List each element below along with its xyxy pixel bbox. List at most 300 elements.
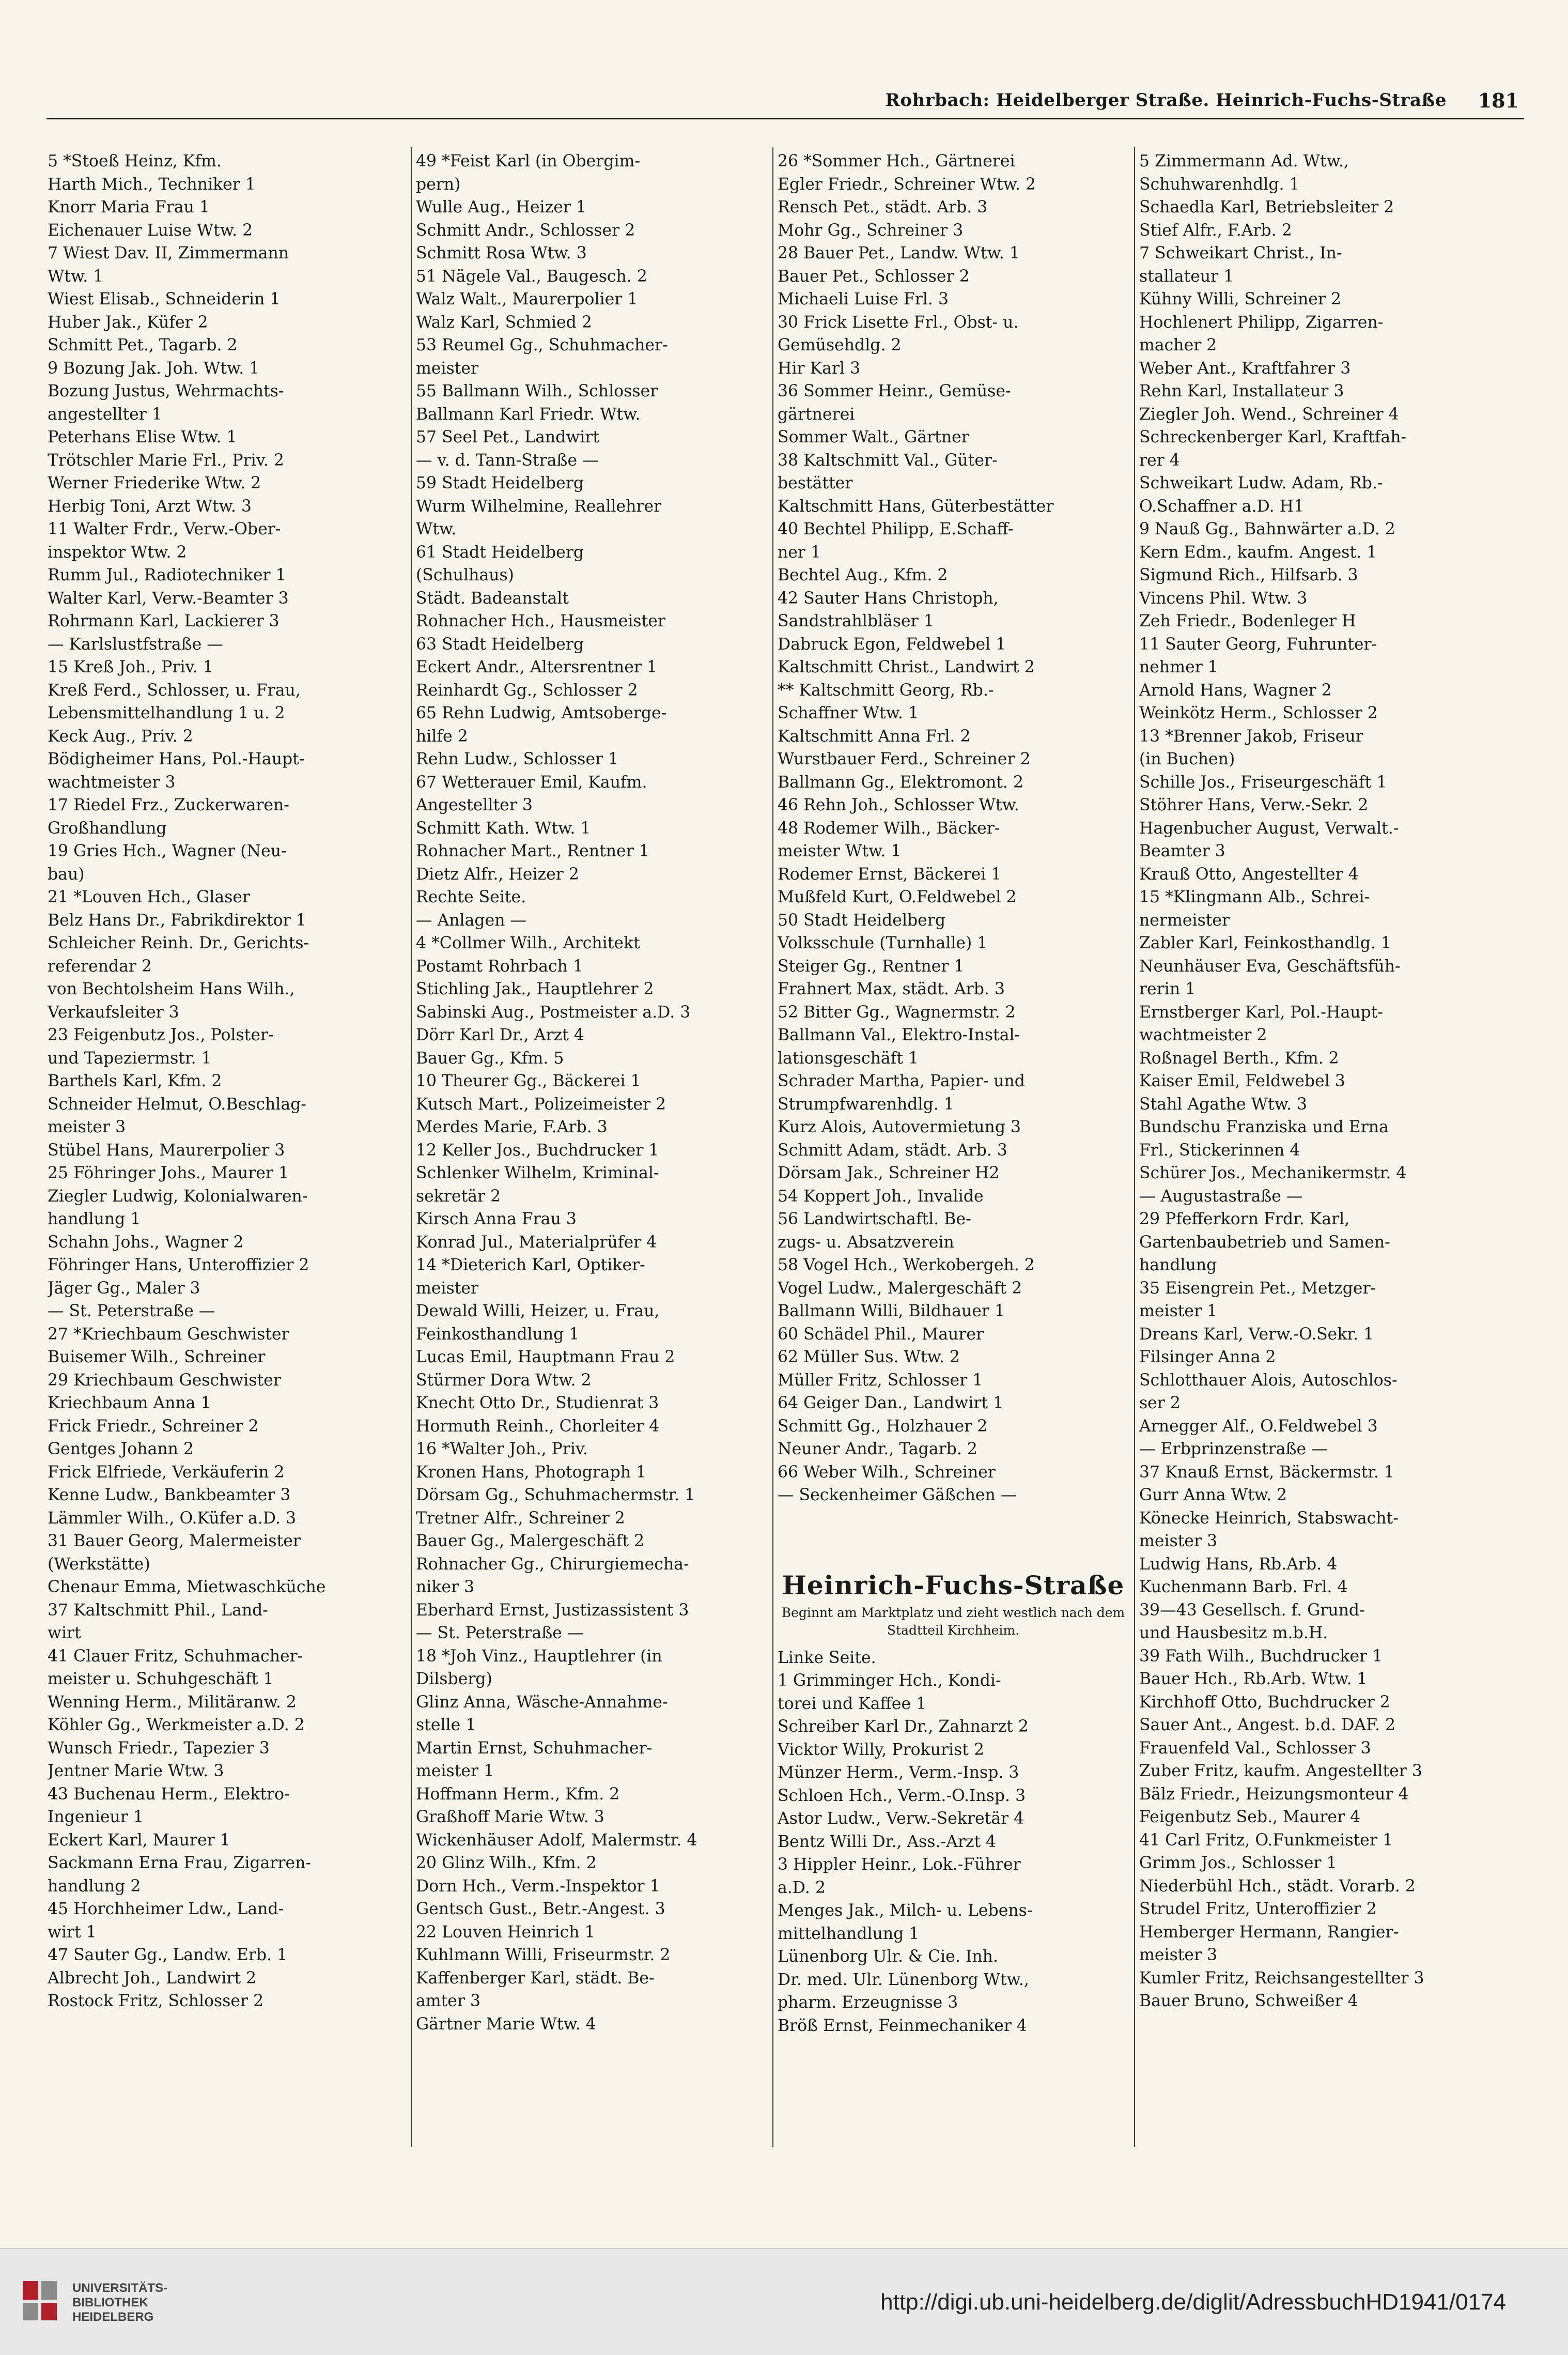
directory-line: Neunhäuser Eva, Geschäftsfüh- [1139,957,1401,976]
directory-line: Keck Aug., Priv. 2 [48,727,193,746]
directory-line: Bauer Gg., Malergeschäft 2 [416,1532,645,1550]
directory-line: 37 Knauß Ernst, Bäckermstr. 1 [1139,1463,1394,1482]
directory-line: Vincens Phil. Wtw. 3 [1139,589,1308,608]
directory-line: Bechtel Aug., Kfm. 2 [778,566,948,584]
directory-line: 20 Glinz Wilh., Kfm. 2 [416,1854,597,1872]
directory-line: stelle 1 [416,1716,476,1734]
directory-line: Bröß Ernst, Feinmechaniker 4 [778,2016,1027,2035]
directory-line: Sackmann Erna Frau, Zigarren- [48,1854,312,1872]
directory-line: Dewald Willi, Heizer, u. Frau, [416,1302,660,1320]
directory-line: Hormuth Reinh., Chorleiter 4 [416,1417,660,1436]
directory-column-4 [1139,150,1496,2176]
directory-line: Kuchenmann Barb. Frl. 4 [1139,1578,1348,1596]
page-number: 181 [1478,89,1519,112]
directory-line: Schleicher Reinh. Dr., Gerichts- [48,934,309,952]
directory-line: Kreß Ferd., Schlosser, u. Frau, [48,681,301,700]
directory-line: Ballmann Karl Friedr. Wtw. [416,405,641,424]
directory-line: Michaeli Luise Frl. 3 [778,290,949,309]
directory-line: Schaffner Wtw. 1 [778,704,919,722]
directory-line: Schneider Helmut, O.Beschlag- [48,1095,306,1114]
directory-line: Werner Friederike Wtw. 2 [48,474,261,492]
directory-line: Wiest Elisab., Schneiderin 1 [48,290,281,309]
directory-line: Zuber Fritz, kaufm. Angestellter 3 [1139,1762,1422,1780]
directory-line: Neuner Andr., Tagarb. 2 [778,1440,977,1458]
directory-line: lationsgeschäft 1 [778,1049,919,1068]
directory-line: Münzer Herm., Verm.-Insp. 3 [778,1763,1019,1782]
directory-line: Filsinger Anna 2 [1139,1348,1276,1366]
page-header [46,87,1524,119]
directory-line: meister 3 [48,1118,126,1136]
directory-line: Mohr Gg., Schreiner 3 [778,221,964,240]
directory-line: Schahn Johs., Wagner 2 [48,1233,244,1252]
directory-line: Schrader Martha, Papier- und [778,1072,1025,1090]
directory-line: wachtmeister 2 [1139,1026,1267,1044]
library-name-line: HEIDELBERG [72,2310,154,2324]
directory-line: Frick Friedr., Schreiner 2 [48,1417,259,1436]
directory-line: Kenne Ludw., Bankbeamter 3 [48,1486,291,1504]
directory-line: wirt 1 [48,1922,97,1942]
directory-line: — St. Peterstraße — [48,1302,215,1320]
directory-line: 7 Schweikart Christ., In- [1139,244,1342,263]
directory-line: Jentner Marie Wtw. 3 [48,1762,224,1780]
library-name-line: UNIVERSITÄTS- [72,2281,168,2295]
directory-line: Dörsam Jak., Schreiner H2 [778,1164,1000,1182]
directory-line: Gentges Johann 2 [48,1440,194,1458]
directory-line: Frahnert Max, städt. Arb. 3 [778,980,1005,998]
directory-line: Schreiber Karl Dr., Zahnarzt 2 [778,1717,1029,1736]
directory-line: Rohrmann Karl, Lackierer 3 [48,612,280,630]
directory-column-2 [416,150,767,2176]
directory-line: Frl., Stickerinnen 4 [1139,1141,1300,1160]
directory-line: — St. Peterstraße — [416,1624,584,1642]
directory-line: (Werkstätte) [48,1554,150,1574]
directory-line: meister 1 [416,1762,494,1780]
directory-line: 31 Bauer Georg, Malermeister [48,1532,301,1550]
directory-line: 60 Schädel Phil., Maurer [778,1325,984,1344]
directory-line: Dorn Hch., Verm.-Inspektor 1 [416,1876,660,1896]
directory-line: Rostock Fritz, Schlosser 2 [48,1992,264,2010]
directory-line: Eckert Karl, Maurer 1 [48,1830,230,1850]
directory-line: 35 Eisengrein Pet., Metzger- [1139,1279,1376,1298]
directory-line: — v. d. Tann-Straße — [416,451,599,470]
directory-line: Linke Seite. [778,1648,876,1667]
directory-line: inspektor Wtw. 2 [48,543,187,562]
directory-line: gärtnerei [778,405,855,424]
directory-line: Rodemer Ernst, Bäckerei 1 [778,865,1002,884]
directory-line: Knecht Otto Dr., Studienrat 3 [416,1394,659,1412]
directory-line: Bödigheimer Hans, Pol.-Haupt- [48,750,305,768]
directory-line: Schmitt Adam, städt. Arb. 3 [778,1141,1007,1160]
directory-line: Gurr Anna Wtw. 2 [1139,1486,1287,1504]
directory-line: Dr. med. Ulr. Lünenborg Wtw., [778,1970,1029,1989]
directory-column-1 [48,150,404,2176]
directory-line: 17 Riedel Frz., Zuckerwaren- [48,796,289,814]
directory-line: Dreans Karl, Verw.-O.Sekr. 1 [1139,1325,1374,1344]
directory-line: Lebensmittelhandlung 1 u. 2 [48,704,285,722]
directory-line: Gärtner Marie Wtw. 4 [416,2014,596,2034]
directory-line: Lünenborg Ulr. & Cie. Inh. [778,1947,998,1966]
directory-line: Grimm Jos., Schlosser 1 [1139,1854,1337,1872]
directory-line: 42 Sauter Hans Christoph, [778,589,999,608]
column-rule [1134,147,1135,2147]
directory-line: Vogel Ludw., Malergeschäft 2 [778,1279,1022,1298]
directory-line: 1 Grimminger Hch., Kondi- [778,1671,1001,1690]
directory-line: Rehn Karl, Installateur 3 [1139,382,1344,401]
directory-line: Verkaufsleiter 3 [48,1003,179,1022]
directory-line: Ludwig Hans, Rb.Arb. 4 [1139,1554,1338,1574]
directory-line: Bentz Willi Dr., Ass.-Arzt 4 [778,1832,997,1851]
directory-line: handlung 2 [48,1876,141,1896]
directory-line: Strudel Fritz, Unteroffizier 2 [1139,1900,1377,1918]
directory-line: Weinkötz Herm., Schlosser 2 [1139,704,1378,722]
directory-line: 4 *Collmer Wilh., Architekt [416,934,640,952]
directory-line: Kirsch Anna Frau 3 [416,1210,577,1228]
directory-line: Kaltschmitt Anna Frl. 2 [778,727,971,746]
directory-line: Köhler Gg., Werkmeister a.D. 2 [48,1716,305,1734]
directory-line: 18 *Joh Vinz., Hauptlehrer (in [416,1646,662,1666]
directory-line: wachtmeister 3 [48,773,176,792]
directory-line: Schweikart Ludw. Adam, Rb.- [1139,474,1383,492]
directory-line: Zeh Friedr., Bodenleger H [1139,612,1356,630]
directory-line: Barthels Karl, Kfm. 2 [48,1072,222,1090]
street-description: Beginnt am Marktplatz und zieht westlich nach dem Stadtteil Kirchheim. [781,1605,1125,1638]
directory-line: Postamt Rohrbach 1 [416,957,583,976]
directory-line: Rohnacher Gg., Chirurgiemecha- [416,1554,689,1574]
directory-line: 45 Horchheimer Ldw., Land- [48,1900,284,1918]
directory-line: 41 Clauer Fritz, Schuhmacher- [48,1646,303,1666]
directory-line: Rohnacher Mart., Rentner 1 [416,842,649,860]
directory-line: Hoffmann Herm., Kfm. 2 [416,1784,620,1804]
directory-line: Volksschule (Turnhalle) 1 [778,934,988,952]
directory-line: Kirchhoff Otto, Buchdrucker 2 [1139,1692,1390,1712]
directory-line: Feinkosthandlung 1 [416,1325,580,1344]
directory-line: 50 Stadt Heidelberg [778,911,946,930]
directory-line: 10 Theurer Gg., Bäckerei 1 [416,1072,641,1090]
directory-line: Städt. Badeanstalt [416,589,569,608]
directory-line: handlung 1 [48,1210,141,1228]
directory-line: 47 Sauter Gg., Landw. Erb. 1 [48,1946,288,1964]
directory-line: 54 Koppert Joh., Invalide [778,1187,984,1206]
directory-line: Weber Ant., Kraftfahrer 3 [1139,359,1351,378]
directory-line: Jäger Gg., Maler 3 [48,1279,200,1298]
directory-line: Walter Karl, Verw.-Beamter 3 [48,589,289,608]
directory-line: Huber Jak., Küfer 2 [48,313,208,332]
directory-line: Ballmann Val., Elektro-Instal- [778,1026,1020,1044]
directory-line: Beamter 3 [1139,842,1225,860]
digitization-footer [0,2248,1568,2355]
directory-line: Vicktor Willy, Prokurist 2 [778,1740,984,1759]
directory-line: Chenaur Emma, Mietwaschküche [48,1578,326,1596]
directory-line: Ballmann Willi, Bildhauer 1 [778,1302,1005,1320]
library-name [72,2281,167,2325]
directory-line: Eckert Andr., Altersrentner 1 [416,658,657,676]
directory-line: 23 Feigenbutz Jos., Polster- [48,1026,274,1044]
directory-line: Walz Walt., Maurerpolier 1 [416,290,638,309]
directory-line: niker 3 [416,1578,475,1596]
directory-line: meister 3 [1139,1532,1218,1550]
directory-line: rerin 1 [1139,980,1196,998]
directory-line: meister Wtw. 1 [778,842,902,860]
directory-line: Kuhlmann Willi, Friseurmstr. 2 [416,1946,671,1964]
directory-line: Roßnagel Berth., Kfm. 2 [1139,1049,1339,1068]
directory-line: Könecke Heinrich, Stabswacht- [1139,1509,1399,1528]
directory-line: Sabinski Aug., Postmeister a.D. 3 [416,1003,691,1022]
directory-line: Hochlenert Philipp, Zigarren- [1139,313,1384,332]
directory-line: 27 *Kriechbaum Geschwister [48,1325,289,1344]
directory-line: Wtw. [416,520,457,538]
directory-line: 55 Ballmann Wilh., Schlosser [416,382,658,401]
directory-line: hilfe 2 [416,727,468,746]
directory-line: Sandstrahlbläser 1 [778,612,934,630]
directory-line: nehmer 1 [1139,658,1218,676]
directory-line: Hagenbucher August, Verwalt.- [1139,819,1399,838]
directory-line: Rehn Ludw., Schlosser 1 [416,750,619,768]
directory-line: Bauer Bruno, Schweißer 4 [1139,1992,1358,2010]
directory-line: Großhandlung [48,819,167,838]
directory-line: zugs- u. Absatzverein [778,1233,954,1252]
directory-line: angestellter 1 [48,405,162,424]
directory-line: Arnegger Alf., O.Feldwebel 3 [1139,1417,1378,1436]
directory-line: Sigmund Rich., Hilfsarb. 3 [1139,566,1358,584]
directory-line: Gentsch Gust., Betr.-Angest. 3 [416,1900,665,1918]
directory-line: 36 Sommer Heinr., Gemüse- [778,382,1011,401]
directory-line: Schmitt Pet., Tagarb. 2 [48,336,238,355]
directory-line: Kaiser Emil, Feldwebel 3 [1139,1072,1345,1090]
directory-line: Lucas Emil, Hauptmann Frau 2 [416,1348,675,1366]
directory-line: Stichling Jak., Hauptlehrer 2 [416,980,654,998]
directory-line: (in Buchen) [1139,750,1235,768]
directory-line: Trötschler Marie Frl., Priv. 2 [48,451,284,470]
directory-line: Schmitt Andr., Schlosser 2 [416,221,635,240]
library-name-line: BIBLIOTHEK [72,2296,148,2310]
directory-line: macher 2 [1139,336,1217,355]
directory-line: Rechte Seite. [416,888,526,906]
source-url-link[interactable]: http://digi.ub.uni-heidelberg.de/diglit/AdressbuchHD1941/0174 [880,2289,1506,2315]
directory-line: nermeister [1139,911,1230,930]
directory-line: Schille Jos., Friseurgeschäft 1 [1139,773,1387,792]
directory-line: Wurm Wilhelmine, Reallehrer [416,497,662,516]
directory-line: Feigenbutz Seb., Maurer 4 [1139,1808,1361,1826]
directory-line: O.Schaffner a.D. H1 [1139,497,1305,516]
directory-line: sekretär 2 [416,1187,501,1206]
directory-line: Kaltschmitt Christ., Landwirt 2 [778,658,1035,676]
directory-line: a.D. 2 [778,1878,826,1897]
directory-line: Astor Ludw., Verw.-Sekretär 4 [778,1809,1024,1828]
university-library-logo-icon [21,2279,59,2322]
directory-line: Schürer Jos., Mechanikermstr. 4 [1139,1164,1407,1182]
directory-line: Kurz Alois, Autovermietung 3 [778,1118,1021,1136]
directory-line: Martin Ernst, Schuhmacher- [416,1738,653,1758]
directory-line: 49 *Feist Karl (in Obergim- [416,152,641,171]
directory-line: Wulle Aug., Heizer 1 [416,198,586,217]
directory-line: Merdes Marie, F.Arb. 3 [416,1118,608,1136]
directory-line: Ziegler Ludwig, Kolonialwaren- [48,1187,308,1206]
directory-line: 56 Landwirtschaftl. Be- [778,1210,971,1228]
directory-line: — Seckenheimer Gäßchen — [778,1486,1017,1504]
directory-line: amter 3 [416,1992,481,2010]
directory-line: Schmitt Rosa Wtw. 3 [416,244,587,263]
directory-line: Stahl Agathe Wtw. 3 [1139,1095,1308,1114]
directory-line: meister u. Schuhgeschäft 1 [48,1670,274,1688]
directory-line: Albrecht Joh., Landwirt 2 [48,1968,257,1988]
directory-line: Dörsam Gg., Schuhmachermstr. 1 [416,1486,695,1504]
directory-line: Krauß Otto, Angestellter 4 [1139,865,1359,884]
running-title: Rohrbach: Heidelberger Straße. Heinrich-Fuchs-Straße [885,90,1447,111]
directory-line: Hir Karl 3 [778,359,861,378]
directory-line: Graßhoff Marie Wtw. 3 [416,1808,604,1826]
directory-line: Dabruck Egon, Feldwebel 1 [778,635,1006,654]
directory-line: meister 1 [1139,1302,1218,1320]
directory-line: ser 2 [1139,1394,1181,1412]
directory-line: 30 Frick Lisette Frl., Obst- u. [778,313,1019,332]
directory-line: Kumler Fritz, Reichsangestellter 3 [1139,1968,1424,1988]
directory-line: 39—43 Gesellsch. f. Grund- [1139,1600,1365,1620]
directory-line: Schloen Hch., Verm.-O.Insp. 3 [778,1786,1026,1805]
directory-line: 29 Pfefferkorn Frdr. Karl, [1139,1210,1350,1228]
directory-line: 13 *Brenner Jakob, Friseur [1139,727,1363,746]
directory-line: Gartenbaubetrieb und Samen- [1139,1233,1390,1252]
directory-line: 7 Wiest Dav. II, Zimmermann [48,244,289,263]
directory-line: 59 Stadt Heidelberg [416,474,584,492]
directory-line: handlung [1139,1256,1217,1274]
directory-line: Stöhrer Hans, Verw.-Sekr. 2 [1139,796,1369,814]
directory-line: 16 *Walter Joh., Priv. [416,1440,588,1458]
directory-line: Schlotthauer Alois, Autoschlos- [1139,1371,1398,1390]
directory-line: Dilsberg) [416,1670,492,1688]
directory-line: 65 Rehn Ludwig, Amtsoberge- [416,704,667,722]
directory-line: 29 Kriechbaum Geschwister [48,1371,281,1390]
directory-line: 48 Rodemer Wilh., Bäcker- [778,819,1000,838]
directory-line: Knorr Maria Frau 1 [48,198,210,217]
directory-line: 62 Müller Sus. Wtw. 2 [778,1348,960,1366]
directory-line: Ballmann Gg., Elektromont. 2 [778,773,1024,792]
directory-line: Föhringer Hans, Unteroffizier 2 [48,1256,309,1274]
directory-line: 15 Kreß Joh., Priv. 1 [48,658,213,676]
directory-line: Kaffenberger Karl, städt. Be- [416,1968,655,1988]
directory-line: wirt [48,1624,81,1642]
directory-line: Kronen Hans, Photograph 1 [416,1463,647,1482]
directory-line: Rumm Jul., Radiotechniker 1 [48,566,286,584]
directory-line: Frick Elfriede, Verkäuferin 2 [48,1463,285,1482]
directory-line: torei und Kaffee 1 [778,1694,927,1713]
directory-line: 52 Bitter Gg., Wagnermstr. 2 [778,1003,1016,1022]
directory-line: Peterhans Elise Wtw. 1 [48,428,237,447]
directory-line: rer 4 [1139,451,1180,470]
directory-line: Arnold Hans, Wagner 2 [1139,681,1332,700]
directory-line: 57 Seel Pet., Landwirt [416,428,600,447]
directory-line: und Hausbesitz m.b.H. [1139,1624,1328,1642]
directory-line: Kaltschmitt Hans, Güterbestätter [778,497,1054,516]
directory-line: 28 Bauer Pet., Landw. Wtw. 1 [778,244,1020,263]
directory-line: Menges Jak., Milch- u. Lebens- [778,1901,1033,1920]
directory-line: Egler Friedr., Schreiner Wtw. 2 [778,175,1036,194]
directory-line: Müller Fritz, Schlosser 1 [778,1371,983,1390]
directory-line: Rohnacher Hch., Hausmeister [416,612,665,630]
directory-line: 12 Keller Jos., Buchdrucker 1 [416,1141,659,1160]
directory-line: Stübel Hans, Maurerpolier 3 [48,1141,285,1160]
directory-column-3 [778,150,1129,2176]
directory-line: Ziegler Joh. Wend., Schreiner 4 [1139,405,1399,424]
directory-line: 5 Zimmermann Ad. Wtw., [1139,152,1349,171]
directory-line: Ernstberger Karl, Pol.-Haupt- [1139,1003,1383,1022]
directory-line: 53 Reumel Gg., Schuhmacher- [416,336,668,355]
directory-line: Bauer Gg., Kfm. 5 [416,1049,564,1068]
directory-line: bau) [48,865,85,884]
directory-line: pharm. Erzeugnisse 3 [778,1993,958,2012]
directory-line: Eichenauer Luise Wtw. 2 [48,221,253,240]
directory-line: Gemüsehdlg. 2 [778,336,902,355]
directory-line: meister [416,1279,479,1298]
directory-line: Strumpfwarenhdlg. 1 [778,1095,954,1114]
directory-line: 40 Bechtel Philipp, E.Schaff- [778,520,1014,538]
directory-line: Wtw. 1 [48,267,104,286]
directory-line: Steiger Gg., Rentner 1 [778,957,965,976]
directory-line: pern) [416,175,461,194]
directory-line: Rensch Pet., städt. Arb. 3 [778,198,988,217]
directory-line: ner 1 [778,543,821,562]
directory-line: meister 3 [1139,1946,1218,1964]
directory-line: 15 *Klingmann Alb., Schrei- [1139,888,1370,906]
directory-line: Belz Hans Dr., Fabrikdirektor 1 [48,911,306,930]
directory-line: 61 Stadt Heidelberg [416,543,584,562]
directory-line: Lämmler Wilh., O.Küfer a.D. 3 [48,1509,297,1528]
directory-line: Bauer Pet., Schlosser 2 [778,267,970,286]
directory-line: 41 Carl Fritz, O.Funkmeister 1 [1139,1830,1393,1850]
directory-line: Schmitt Kath. Wtw. 1 [416,819,591,838]
directory-line: Wenning Herm., Militäranw. 2 [48,1692,297,1712]
directory-line: Hemberger Hermann, Rangier- [1139,1922,1399,1942]
directory-line: Sommer Walt., Gärtner [778,428,969,447]
directory-line: Tretner Alfr., Schreiner 2 [416,1509,625,1528]
directory-line: 19 Gries Hch., Wagner (Neu- [48,842,287,860]
directory-line: von Bechtolsheim Hans Wilh., [48,980,295,998]
column-rule [772,147,773,2147]
directory-line: 11 Sauter Georg, Fuhrunter- [1139,635,1377,654]
directory-line: und Tapeziermstr. 1 [48,1049,212,1068]
directory-line: Schreckenberger Karl, Kraftfah- [1139,428,1407,447]
directory-line: ** Kaltschmitt Georg, Rb.- [778,681,994,700]
directory-line: Kern Edm., kaufm. Angest. 1 [1139,543,1377,562]
directory-line: (Schulhaus) [416,566,514,584]
directory-line: Wickenhäuser Adolf, Malermstr. 4 [416,1830,697,1850]
directory-line: Stürmer Dora Wtw. 2 [416,1371,592,1390]
directory-line: Wurstbauer Ferd., Schreiner 2 [778,750,1031,768]
directory-line: Stief Alfr., F.Arb. 2 [1139,221,1292,240]
directory-line: 9 Bozung Jak. Joh. Wtw. 1 [48,359,260,378]
street-heading: Heinrich-Fuchs-Straße [782,1569,1125,1600]
directory-line: — Augustastraße — [1139,1187,1303,1206]
directory-line: 5 *Stoeß Heinz, Kfm. [48,152,222,171]
directory-line: Mußfeld Kurt, O.Feldwebel 2 [778,888,1017,906]
directory-line: Harth Mich., Techniker 1 [48,175,256,194]
directory-line: Glinz Anna, Wäsche-Annahme- [416,1692,668,1712]
directory-line: 14 *Dieterich Karl, Optiker- [416,1256,645,1274]
directory-line: Bauer Hch., Rb.Arb. Wtw. 1 [1139,1670,1368,1688]
directory-line: Buisemer Wilh., Schreiner [48,1348,266,1366]
directory-line: Schuhwarenhdlg. 1 [1139,175,1300,194]
directory-line: Frauenfeld Val., Schlosser 3 [1139,1738,1371,1758]
directory-line: 21 *Louven Hch., Glaser [48,888,251,906]
directory-line: 43 Buchenau Herm., Elektro- [48,1784,290,1804]
directory-line: Walz Karl, Schmied 2 [416,313,592,332]
directory-line: Zabler Karl, Feinkosthandlg. 1 [1139,934,1391,952]
directory-line: 51 Nägele Val., Baugesch. 2 [416,267,647,286]
directory-line: Ingenieur 1 [48,1808,144,1826]
directory-line: 11 Walter Frdr., Verw.-Ober- [48,520,281,538]
directory-line: Schlenker Wilhelm, Kriminal- [416,1164,659,1182]
directory-line: 64 Geiger Dan., Landwirt 1 [778,1394,1004,1412]
directory-line: Angestellter 3 [416,796,533,814]
